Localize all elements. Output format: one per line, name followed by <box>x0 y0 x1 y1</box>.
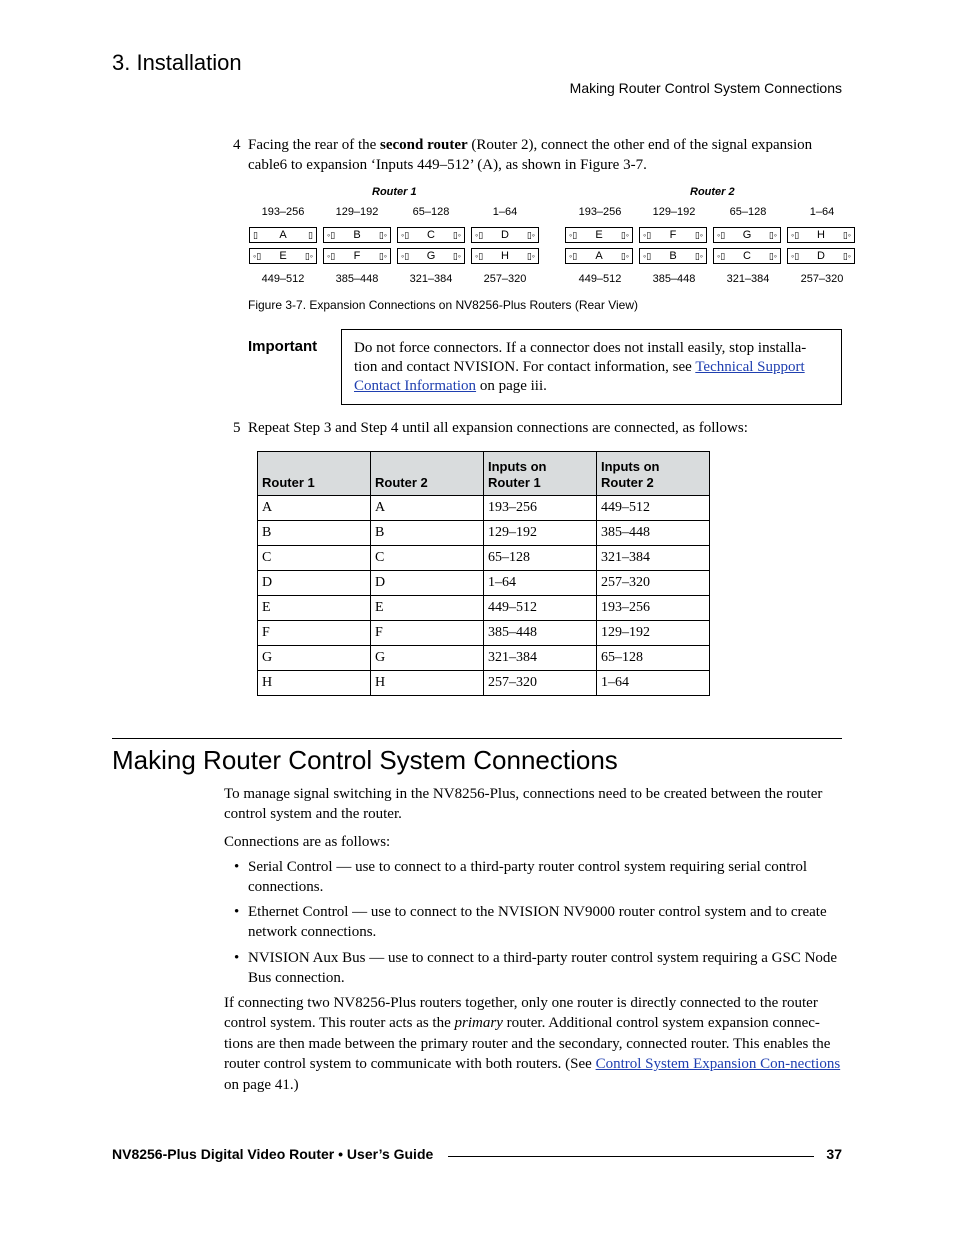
closing-paragraph: If connecting two NV8256-Plus routers together, only one router is directly connected to the router control system. This router acts as the primary router. Additional control system expansion connec-tions are then made between the primary router and the secondary, connected router. This enables the router control system to communicate with both routers. (See Control System Expansion Con-nections on page 41.) <box>224 995 841 1093</box>
bnc-connector: ◦▯ F ▯◦ <box>323 248 391 264</box>
range-label: 65–128 <box>729 206 767 218</box>
table-cell: H <box>258 671 371 696</box>
bnc-connector: ◦▯ B ▯◦ <box>323 227 391 243</box>
bullet-icon: • <box>234 950 240 966</box>
table-row <box>258 571 710 596</box>
section-divider <box>112 738 842 739</box>
table-cell: F <box>371 621 484 646</box>
table-cell: 193–256 <box>484 496 597 521</box>
range-label: 385–448 <box>652 273 696 285</box>
step-number: 5 <box>233 420 241 436</box>
table-row <box>258 596 710 621</box>
table-row <box>258 496 710 521</box>
table-cell: 129–192 <box>484 521 597 546</box>
figure-caption: Figure 3-7. Expansion Connections on NV8256-Plus Routers (Rear View) <box>248 298 638 312</box>
table-cell: 321–384 <box>484 646 597 671</box>
step-text: Repeat Step 3 and Step 4 until all expansion connections are connected, as follows: <box>248 420 748 436</box>
table-header: Inputs on Router 1 <box>484 452 597 496</box>
bnc-connector: ◦▯ E ▯◦ <box>565 227 633 243</box>
table-cell: C <box>371 546 484 571</box>
list-item-text: Ethernet Control — use to connect to the NVISION NV9000 router control system and to create network connections. <box>248 904 827 941</box>
table-cell: G <box>258 646 371 671</box>
range-label: 1–64 <box>492 206 518 218</box>
table-cell: 193–256 <box>597 596 710 621</box>
bullet-icon: • <box>234 904 240 920</box>
table-cell: F <box>258 621 371 646</box>
table-cell: 385–448 <box>484 621 597 646</box>
table-cell: D <box>371 571 484 596</box>
table-row <box>258 671 710 696</box>
bnc-connector: ◦▯ D ▯◦ <box>787 248 855 264</box>
table-header: Inputs on Router 2 <box>597 452 710 496</box>
table-cell: E <box>371 596 484 621</box>
range-label: 193–256 <box>578 206 622 218</box>
step-number: 4 <box>233 137 241 153</box>
lead-paragraph: Connections are as follows: <box>224 834 391 850</box>
table-cell: H <box>371 671 484 696</box>
table-cell: 449–512 <box>597 496 710 521</box>
expansion-connection-table <box>257 451 710 696</box>
table-cell: G <box>371 646 484 671</box>
table-row <box>258 546 710 571</box>
table-cell: B <box>258 521 371 546</box>
range-label: 449–512 <box>261 273 305 285</box>
bnc-connector: ◦▯ D ▯◦ <box>471 227 539 243</box>
contact-information-link[interactable]: Contact Information <box>354 378 477 394</box>
table-cell: 1–64 <box>597 671 710 696</box>
range-label: 449–512 <box>578 273 622 285</box>
bnc-connector: ◦▯ E ▯◦ <box>249 248 317 264</box>
table-cell: D <box>258 571 371 596</box>
chapter-title: 3. Installation <box>112 50 242 75</box>
table-cell: 321–384 <box>597 546 710 571</box>
list-item-text: NVISION Aux Bus — use to connect to a third-party router control system requiring a GSC Node Bus connection. <box>248 950 838 987</box>
list-item-text: Serial Control — use to connect to a third-party router control system requiring serial control connections. <box>248 859 808 896</box>
list-item <box>224 948 842 989</box>
bnc-connector: ◦▯ A ▯◦ <box>565 248 633 264</box>
range-label: 321–384 <box>409 273 453 285</box>
table-cell: 1–64 <box>484 571 597 596</box>
footer-title: NV8256-Plus Digital Video Router • User’s Guide <box>112 1146 434 1162</box>
important-text: on page iii. <box>476 378 547 394</box>
table-row <box>258 646 710 671</box>
table-header: Router 2 <box>371 452 484 496</box>
range-label: 129–192 <box>335 206 379 218</box>
important-text: Do not force connectors. If a connector does not install easily, stop installa- <box>354 340 807 356</box>
table-cell: 65–128 <box>597 646 710 671</box>
range-label: 257–320 <box>483 273 527 285</box>
range-label: 129–192 <box>652 206 696 218</box>
running-header: Making Router Control System Connections <box>569 80 842 96</box>
range-label: 385–448 <box>335 273 379 285</box>
table-cell: 385–448 <box>597 521 710 546</box>
bnc-connector: ◦▯ B ▯◦ <box>639 248 707 264</box>
step-bold-text: second router <box>380 137 468 153</box>
table-cell: B <box>371 521 484 546</box>
technical-support-link[interactable]: Technical Support <box>695 359 805 375</box>
table-header: Router 1 <box>258 452 371 496</box>
important-box <box>341 329 842 405</box>
range-label: 321–384 <box>726 273 770 285</box>
table-cell: A <box>371 496 484 521</box>
range-label: 1–64 <box>809 206 835 218</box>
bnc-connector: ◦▯ G ▯◦ <box>713 227 781 243</box>
table-cell: E <box>258 596 371 621</box>
bnc-connector: ◦▯ C ▯◦ <box>713 248 781 264</box>
router-2-title: Router 2 <box>690 186 735 198</box>
bnc-connector: ◦▯ G ▯◦ <box>397 248 465 264</box>
table-cell: 257–320 <box>484 671 597 696</box>
bnc-connector: ▯ A ▯ <box>249 227 317 243</box>
important-label: Important <box>248 338 318 355</box>
bnc-connector: ◦▯ F ▯◦ <box>639 227 707 243</box>
page-number: 37 <box>826 1146 842 1162</box>
step-5 <box>233 418 843 438</box>
step-text: Facing the rear of the <box>248 137 381 153</box>
table-row <box>258 621 710 646</box>
footer-divider <box>448 1156 814 1157</box>
bnc-connector: ◦▯ H ▯◦ <box>787 227 855 243</box>
step-4 <box>233 135 843 175</box>
table-header-row <box>258 452 710 496</box>
list-item <box>224 902 842 943</box>
table-cell: A <box>258 496 371 521</box>
table-cell: 449–512 <box>484 596 597 621</box>
bnc-connector: ◦▯ H ▯◦ <box>471 248 539 264</box>
intro-paragraph: To manage signal switching in the NV8256-Plus, connections need to be created between the router control system and the router. <box>224 786 823 823</box>
range-label: 193–256 <box>261 206 305 218</box>
step-text: (Router 2), connect the other end of the signal expansion cable6 to expansion ‘Inputs 449–512’ (A), as shown in Figure 3-7. <box>248 137 813 173</box>
table-cell: C <box>258 546 371 571</box>
range-label: 257–320 <box>800 273 844 285</box>
important-text: tion and contact NVISION. For contact information, see <box>354 359 696 375</box>
table-cell: 129–192 <box>597 621 710 646</box>
table-cell: 257–320 <box>597 571 710 596</box>
router-1-title: Router 1 <box>372 186 417 198</box>
bnc-connector: ◦▯ C ▯◦ <box>397 227 465 243</box>
table-row <box>258 521 710 546</box>
bullet-icon: • <box>234 859 240 875</box>
table-cell: 65–128 <box>484 546 597 571</box>
control-system-expansion-link[interactable]: Control System Expansion Con-nections <box>595 1056 841 1073</box>
range-label: 65–128 <box>412 206 450 218</box>
section-title: Making Router Control System Connections <box>112 745 618 775</box>
emphasis-text: primary <box>454 1015 503 1032</box>
list-item <box>224 857 842 898</box>
